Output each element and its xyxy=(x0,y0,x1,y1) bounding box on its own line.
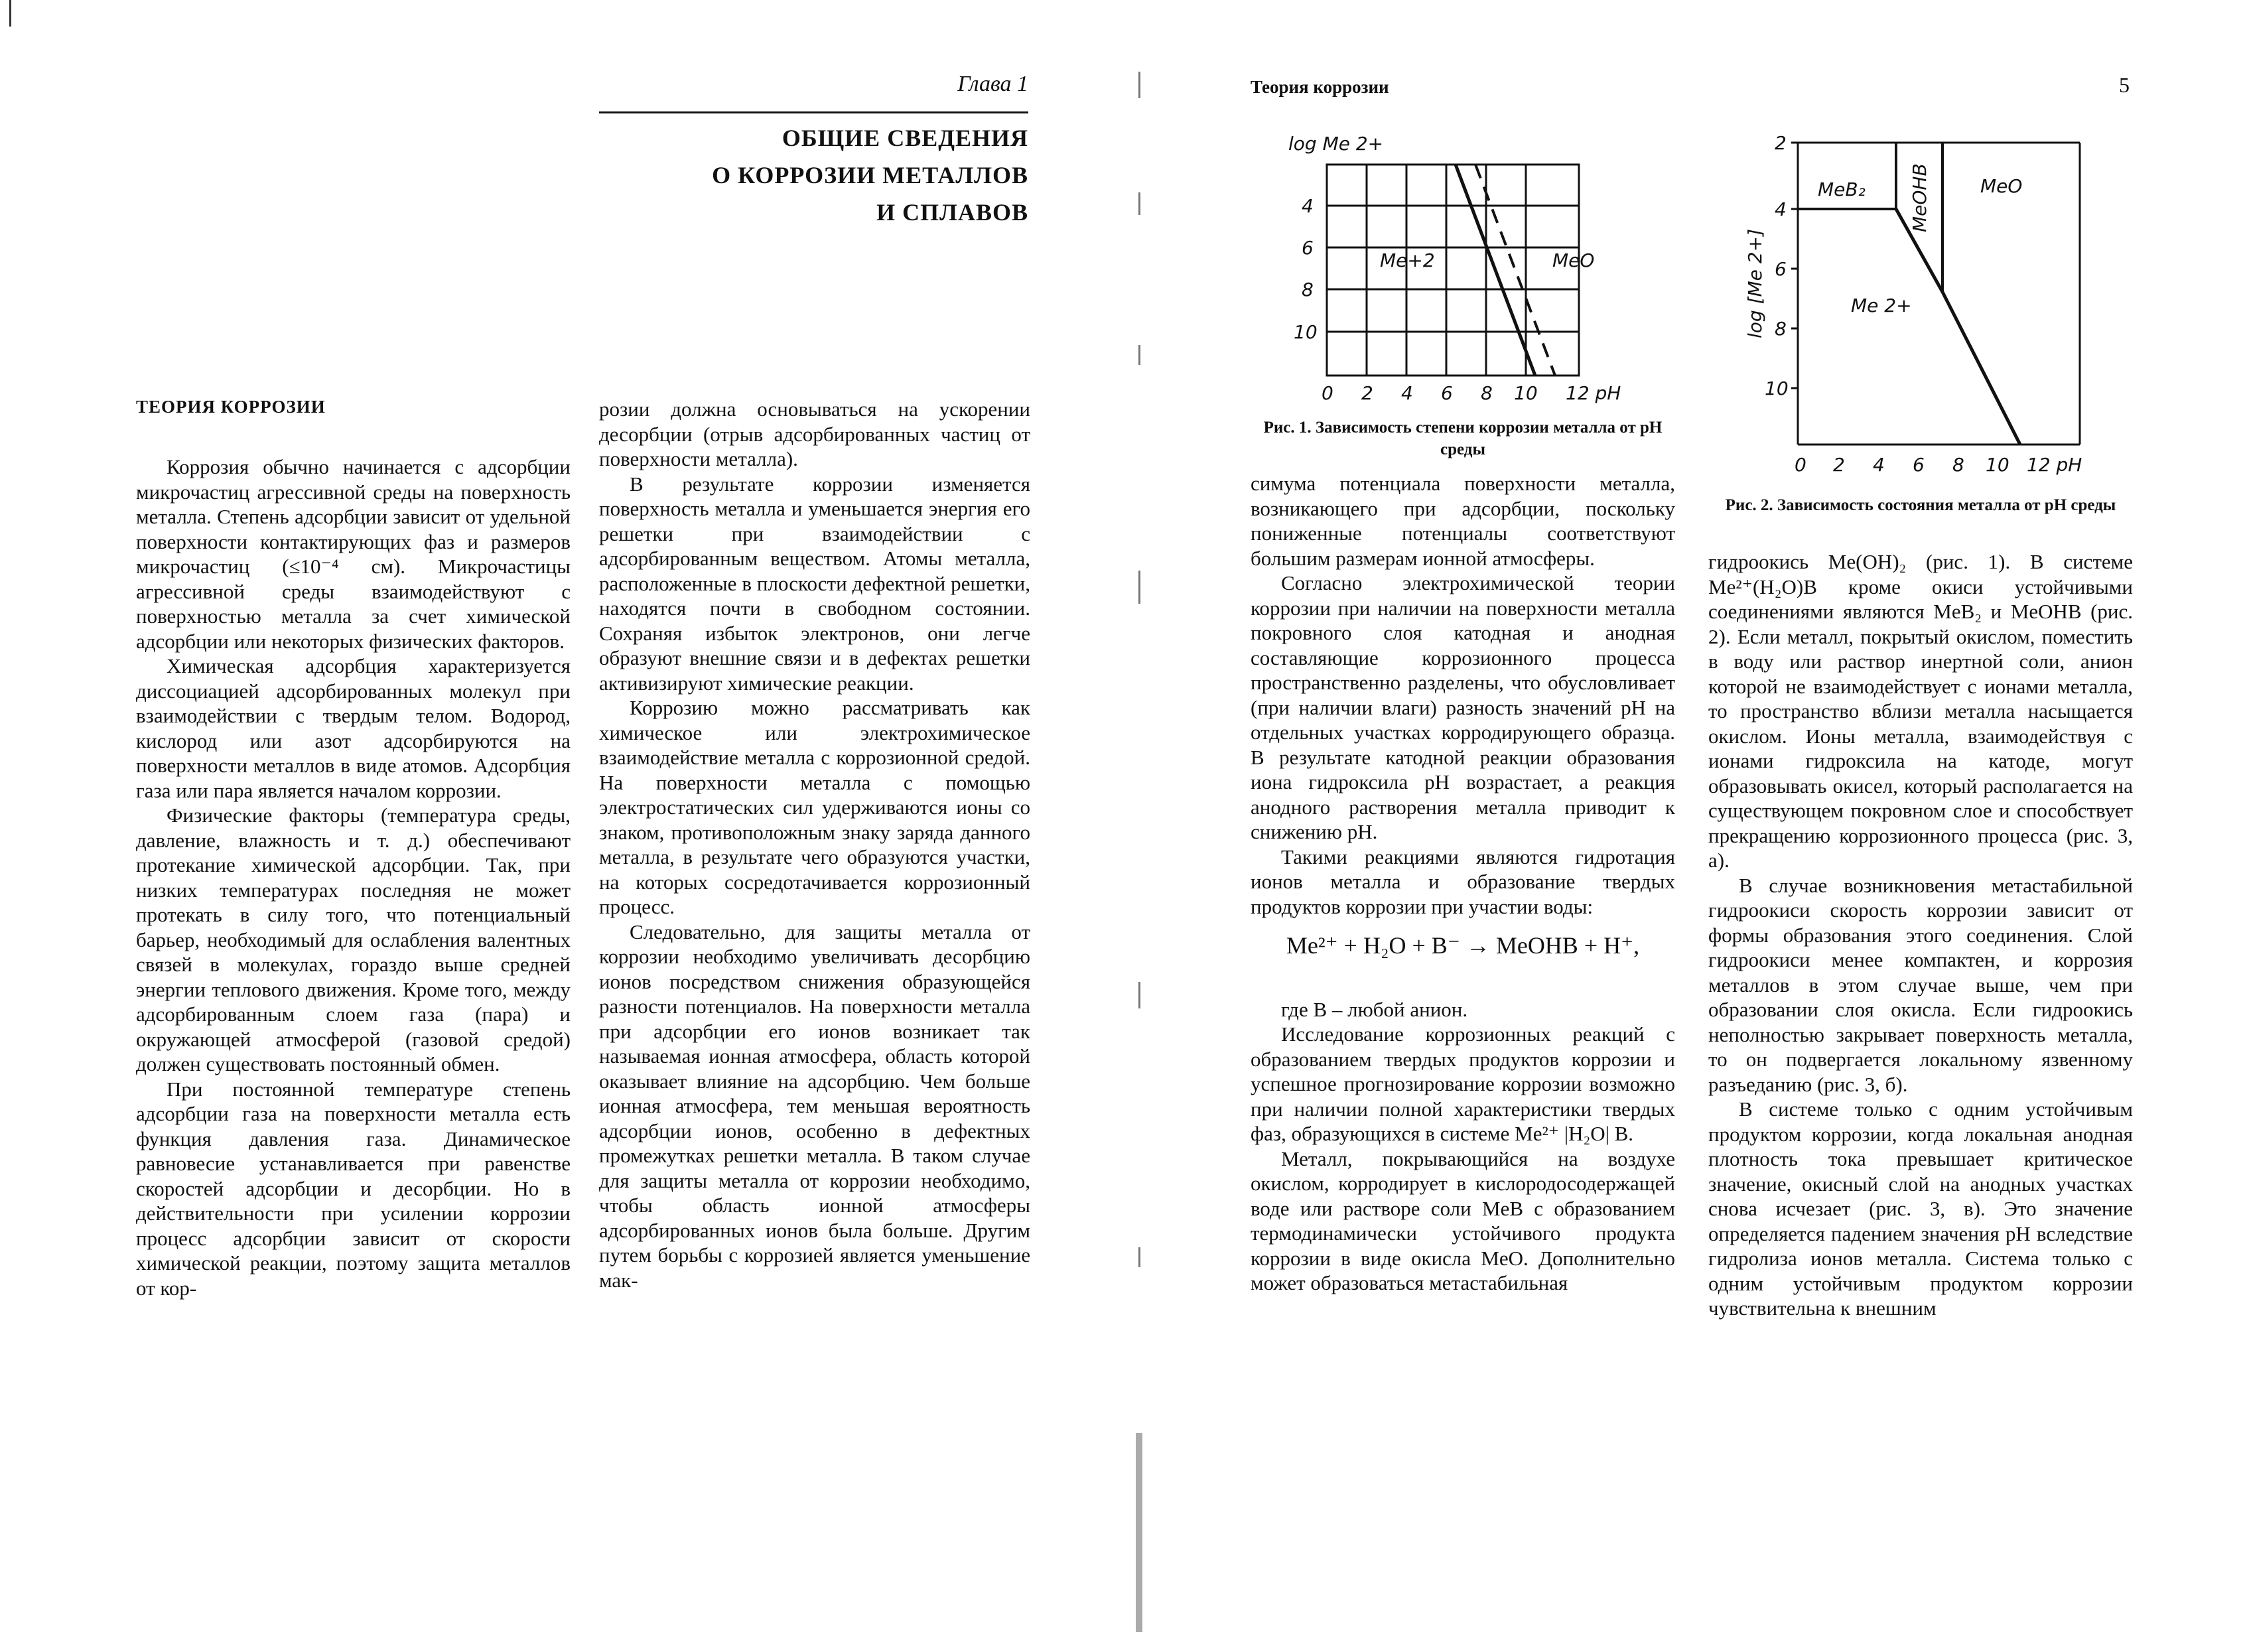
paragraph: симума потенциала поверхности металла, возникающего при адсорбции, поскольку пониженные потенциалы соответствуют большим размерам ионной атмосферы. xyxy=(1251,472,1675,570)
section-heading: ТЕОРИЯ КОРРОЗИИ xyxy=(136,397,326,417)
paragraph: В системе только с одним устойчивым продуктом коррозии, когда локальная анодная плотность тока превышает критическое значение, окисный слой на анодных участках снова исчезает (рис. 3, в). Это значение определяется падением значения pH вследствие гидролиза ионов металла. Система только с одним устойчивым продуктом коррозии чувствительна к внешним xyxy=(1708,1097,2133,1320)
x-tick: 12 pH xyxy=(2027,454,2082,476)
chapter-title xyxy=(599,119,1028,231)
region-label-meohb: MeOHB xyxy=(1909,163,1931,232)
y-tick: 6 xyxy=(1775,258,1787,280)
edge-mark xyxy=(9,0,11,27)
y-tick: 10 xyxy=(1765,378,1789,399)
gutter-mark xyxy=(1138,345,1140,365)
x-tick: 8 xyxy=(1481,382,1493,404)
gutter-mark xyxy=(1136,1433,1142,1632)
region-label-meb2: MeB₂ xyxy=(1818,178,1866,200)
paragraph: где B – любой анион. xyxy=(1281,997,1468,1021)
x-tick: 4 xyxy=(1873,454,1885,476)
left-column-2 xyxy=(599,397,1030,1292)
region-label-me2: Me 2+ xyxy=(1851,295,1912,316)
plot-frame xyxy=(1327,165,1579,376)
left-column-1 xyxy=(136,454,571,1300)
x-tick: 0 xyxy=(1322,382,1333,404)
paragraph: В случае возникновения метастабильной гидроокиси скорость коррозии зависит от формы образования этого соединения. Слой гидроокиси менее компактен, и коррозия металлов в этом случае выше, чем при образовании слоя окисла. Если гидроокись неполностью закрывает поверхность металла, то он подвергается локальному язвенному разъеданию (рис. 3, б). xyxy=(1708,873,2133,1096)
solid-boundary-line xyxy=(1456,165,1535,376)
figure-2-plot xyxy=(1735,126,2106,484)
dashed-boundary-line xyxy=(1475,165,1555,376)
paragraph: Коррозия обычно начинается с адсорбции микрочастиц агрессивной среды на поверхность металла. Степень адсорбции зависит от удельной поверхности контактирующих фаз и размеров микрочастиц (≤10⁻⁴ см). Микрочастицы агрессивной среды взаимодействуют с поверхностью металла за счет химической адсорбции или некоторых физических факторов. xyxy=(136,455,571,653)
paragraph: Такими реакциями являются гидротация ионов металла и образование твердых продуктов коррозии при участии воды: xyxy=(1251,845,1675,918)
figure-2 xyxy=(1735,126,2106,484)
region-label-meo: MeO xyxy=(1552,249,1595,271)
gutter-mark xyxy=(1138,72,1140,98)
right-column-1 xyxy=(1251,471,1675,1296)
chapter-title-line-3: И СПЛАВОВ xyxy=(876,199,1028,226)
x-tick: 6 xyxy=(1913,454,1925,476)
paragraph: Металл, покрывающийся на воздухе окислом, корродирует в кислородосодержащей воде или растворе соли MeB с образованием термодинамически устойчивого продукта коррозии в виде окисла MeO. Дополнительно может образоваться метастабильная xyxy=(1251,1146,1675,1294)
y-tick: 4 xyxy=(1302,195,1314,217)
gutter-mark xyxy=(1138,1247,1140,1267)
paragraph: При постоянной температуре степень адсорбции газа на поверхности металла есть функция давления газа. Динамическое равновесие устанавливается при равенстве скоростей адсорбции и десорбции. Но в действительности при усилении коррозии процесс адсорбции зависит от скорости химической реакции, поэтому защита металлов от кор- xyxy=(136,1077,571,1300)
chapter-label: Глава 1 xyxy=(957,72,1028,96)
x-tick: 0 xyxy=(1795,454,1806,476)
y-axis-label: log Me 2+ xyxy=(1288,133,1384,155)
right-column-2 xyxy=(1708,549,2133,1321)
figure-1-caption: Рис. 1. Зависимость степени коррозии металла от pH среды xyxy=(1263,419,1663,458)
x-tick: 10 xyxy=(1986,454,2009,476)
gutter-mark xyxy=(1138,982,1140,1008)
y-tick: 8 xyxy=(1775,318,1787,340)
chapter-title-line-2: О КОРРОЗИИ МЕТАЛЛОВ xyxy=(712,162,1028,188)
region-label-meo: MeO xyxy=(1980,175,2023,197)
paragraph: Следовательно, для защиты металла от коррозии необходимо увеличивать десорбцию ионов посредством снижения образующейся разности потенциалов. На поверхности металла при адсорбции его ионов возникает так называемая ионная атмосфера, область которой оказывает влияние на адсорбцию. Чем больше ионная атмосфера, тем меньшая вероятность адсорбции ионов, особенно в дефектных промежутках решетки металла. В таком случае для защиты металла от коррозии необходимо, чтобы область ионной атмосферы адсорбированных ионов была больше. Другим путем борьбы с коррозией является уменьшение мак- xyxy=(599,920,1030,1292)
x-tick: 4 xyxy=(1401,382,1413,404)
x-tick: 6 xyxy=(1441,382,1453,404)
region-label-me2: Me+2 xyxy=(1380,249,1435,271)
figure-1-plot xyxy=(1287,126,1659,405)
y-tick: 4 xyxy=(1775,198,1787,220)
paragraph: Коррозию можно рассматривать как химическое или электрохимическое взаимодействие металла с коррозионной средой. На поверхности металла с помощью электростатических сил удерживаются ионы со знаком, противоположным знаку заряда данного металла, в результате чего образуются участки, на которых сосредотачивается коррозионный процесс. xyxy=(599,696,1030,918)
gutter-mark xyxy=(1138,192,1140,215)
chapter-rule xyxy=(599,111,1028,113)
reaction-formula: Me²⁺ + H₂O + B⁻ → MeOHB + H⁺, xyxy=(1286,932,1640,959)
gutter-mark xyxy=(1138,571,1140,604)
paragraph: розии должна основываться на ускорении десорбции (отрыв адсорбированных частиц от поверхности металла). xyxy=(599,397,1030,470)
y-tick: 2 xyxy=(1775,132,1787,154)
paragraph: В результате коррозии изменяется поверхность металла и уменьшается энергия его решетки при взаимодействии с адсорбированным веществом. Атомы металла, расположенные в плоскости дефектной решетки, находятся почти в свободном состоянии. Сохраняя избыток электронов, они легче образуют внешние связи и в дефектах решетки активизируют химические реакции. xyxy=(599,472,1030,695)
meo-boundary xyxy=(1896,209,2020,445)
x-tick: 8 xyxy=(1952,454,1964,476)
chapter-title-line-1: ОБЩИЕ СВЕДЕНИЯ xyxy=(782,125,1028,151)
paragraph: Химическая адсорбция характеризуется диссоциацией адсорбированных молекул при взаимодействии с твердым телом. Водород, кислород или азот адсорбируются на поверхности металлов в виде атомов. Адсорбция газа или пара является началом коррозии. xyxy=(136,654,571,802)
running-head: Теория коррозии xyxy=(1251,77,1389,97)
x-tick: 2 xyxy=(1833,454,1845,476)
paragraph: Физические факторы (температура среды, давление, влажность и т. д.) обеспечивают протекание химической адсорбции. Так, при низких температурах последняя не может протекать в силу того, что потенциальный барьер, необходимый для ослабления валентных связей в молекулах, гораздо выше средней энергии теплового движения. Кроме того, между адсорбированным слоем газа (пара) и окружающей атмосферой (газовой средой) должен существовать постоянный обмен. xyxy=(136,803,571,1075)
paragraph: Согласно электрохимической теории коррозии при наличии на поверхности металла покровного слоя катодная и анодная составляющие коррозионного процесса пространственно разделены, что обусловливает (при наличии влаги) разность значений pH на отдельных участках корродирующего образца. В результате катодной реакции образования иона гидроксила pH возрастает, а реакция анодного растворения металла приводит к снижению pH. xyxy=(1251,571,1675,843)
y-tick: 10 xyxy=(1294,321,1318,343)
y-tick: 6 xyxy=(1302,237,1314,259)
x-tick: 12 pH xyxy=(1566,382,1621,404)
paragraph: гидроокись Me(OH)₂ (рис. 1). В системе Me²⁺(H₂O)B кроме окиси устойчивыми соединениями являются MeB₂ и MeOHB (рис. 2). Если металл, покрытый окислом, поместить в воду или раствор инертной соли, анион которой не взаимодействует с ионами металла, то пространство вблизи металла насыщается окислом. Ионы металла, взаимодействуя с ионами гидроксила на катоде, могут образовывать окисел, который располагается на существующем покровном слое и способствует прекращению коррозионного процесса (рис. 3, а). xyxy=(1708,550,2133,872)
y-axis-label: log [Me 2+] xyxy=(1744,229,1766,338)
x-tick: 2 xyxy=(1361,382,1373,404)
figure-2-caption: Рис. 2. Зависимость состояния металла от pH среды xyxy=(1725,496,2116,514)
figure-1 xyxy=(1287,126,1659,405)
figure-1-grid xyxy=(1327,165,1579,376)
x-tick: 10 xyxy=(1514,382,1538,404)
paragraph: Исследование коррозионных реакций с образованием твердых продуктов коррозии и успешное прогнозирование коррозии возможно при наличии полной характеристики твердых фаз, образующихся в системе Me²⁺ |H₂O| B. xyxy=(1251,1022,1675,1145)
page-number: 5 xyxy=(2119,73,2130,97)
y-tick: 8 xyxy=(1302,279,1314,301)
